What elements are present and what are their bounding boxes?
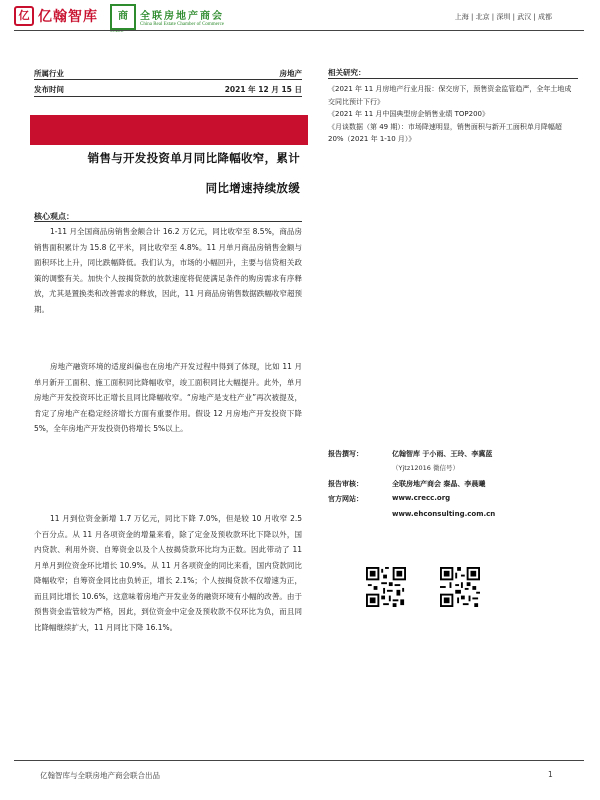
related-item[interactable]: 《2021 年 11 月房地产行业月报：保交房下，预售资金监管趋严，全年土地成交同比预计下行》 (328, 85, 572, 106)
qr-code-icon (366, 567, 406, 607)
ehconsulting-logo-name: 亿翰智库 (38, 9, 98, 25)
related-research-list (328, 83, 578, 146)
title-band (30, 115, 308, 145)
related-item[interactable]: 《2021 年 11 月中国典型房企销售业绩 TOP200》 (328, 110, 489, 118)
website-crecc[interactable]: www.crecc.org (392, 494, 451, 502)
qr-code-1 (366, 567, 406, 611)
website-row-2 (328, 510, 495, 518)
website-label: 官方网站： (328, 495, 363, 503)
footer-divider (14, 760, 584, 761)
author-value: 亿翰智库 于小雨、王玲、李冀蓝 (392, 450, 493, 458)
author-wechat: （Yjtz12016 微信号） (392, 464, 459, 472)
paragraph-text: 房地产融资环境的适度纠偏也在房地产开发过程中得到了体现，比如 11 月单月新开工面积、施工面积同比降幅收窄，竣工面积同比大幅提升。此外，单月房地产开发投资环比正增长且同比降幅收窄。“房地产是支柱产业”再次被提及，肯定了房地产在稳定经济增长方面有重要作用。假设 12 月房地产开发投资下降 5%，全年房地产开发投资仍将增长 5%以上。 (34, 362, 302, 433)
report-title-line-1: 销售与开发投资单月同比降幅收窄，累计 (87, 151, 300, 165)
ehconsulting-logo-mark: 亿 (14, 6, 34, 26)
industry-value: 房地产 (279, 69, 302, 78)
date-label: 发布时间 (34, 85, 64, 94)
page-number: 1 (548, 770, 553, 779)
meta-divider-1 (34, 79, 302, 80)
website-row (328, 494, 450, 504)
core-paragraph-3 (34, 511, 302, 635)
website-ehconsulting[interactable]: www.ehconsulting.com.cn (392, 510, 496, 518)
industry-row (34, 68, 302, 79)
header-divider (14, 30, 584, 31)
date-value: 2021 年 12 月 15 日 (224, 85, 302, 94)
report-title-line-2: 同比增速持续放缓 (205, 181, 300, 195)
core-paragraph-1 (34, 224, 302, 317)
crecc-logo (110, 4, 224, 30)
crecc-logo-name: 全联房地产商会 (140, 11, 224, 22)
qr-code-2 (440, 567, 480, 611)
ehconsulting-logo (14, 6, 98, 26)
footer-text: 亿翰智库与全联房地产商会联合出品 (40, 771, 160, 780)
crecc-logo-mark: 商 (110, 4, 136, 30)
review-value: 全联房地产商会 秦晶、李晨曦 (392, 480, 486, 488)
related-research-title: 相关研究： (328, 68, 366, 77)
core-divider (34, 221, 302, 222)
paragraph-text: 11 月到位资金新增 1.7 万亿元，同比下降 7.0%，但是较 10 月收窄 2.5 个百分点。从 11 月各项资金的增量来看，除了定金及预收款环比下降以外，国内贷款、利用外资、自筹资金以及个人按揭贷款环比均为正数。因此带动了 11 月单月到位资金环比增长 10.9%。从 11 月各项资金的同比来看，国内贷款同比降幅收窄；自筹资金同比由负转正，增长 2.1%；个人按揭贷款不仅增速为正，而且同比增长 10.6%，这意味着房地产开发业务的融资环境有小幅的改善。由于预售资金监管较为严格，因此，到位资金中定金及预收款不仅环比为负，而且同比降幅继续扩大，11 月同比下降 16.1%。 (34, 514, 302, 632)
crecc-logo-en: China Real Estate Chamber of Commerce (140, 22, 225, 27)
review-label: 报告审核： (328, 480, 363, 488)
date-row (34, 84, 302, 95)
review-row (328, 479, 485, 489)
industry-label: 所属行业 (34, 69, 64, 78)
author-row (328, 449, 492, 459)
office-cities: 上海 | 北京 | 深圳 | 武汉 | 成都 (454, 13, 552, 21)
paragraph-text: 1-11 月全国商品房销售金额合计 16.2 万亿元，同比收窄至 8.5%，商品房销售面积累计为 15.8 亿平米，同比收窄至 4.8%。11 月单月商品房销售金额与面积环比上升，同比跌幅降低。我们认为，市场的小幅回升，主要与信贷相关政策的调整有关。加快个人按揭贷款的放款速度将促使满足条件的购房需求有序释放，尤其是置换类和改善需求的释放，因此，11 月商品房销售数据跌幅收窄超预期。 (34, 227, 302, 314)
related-item[interactable]: 《月谈数据（第 49 期）：市场降速明显，销售面积与新开工面积单月降幅超 20%（2021 年 1-10 月）》 (328, 122, 562, 143)
author-label: 报告撰写： (328, 450, 363, 458)
related-divider (328, 78, 578, 79)
qr-code-icon (440, 567, 480, 607)
core-views-label: 核心观点： (34, 212, 74, 221)
core-paragraph-2 (34, 359, 302, 437)
meta-divider-2 (34, 96, 302, 97)
